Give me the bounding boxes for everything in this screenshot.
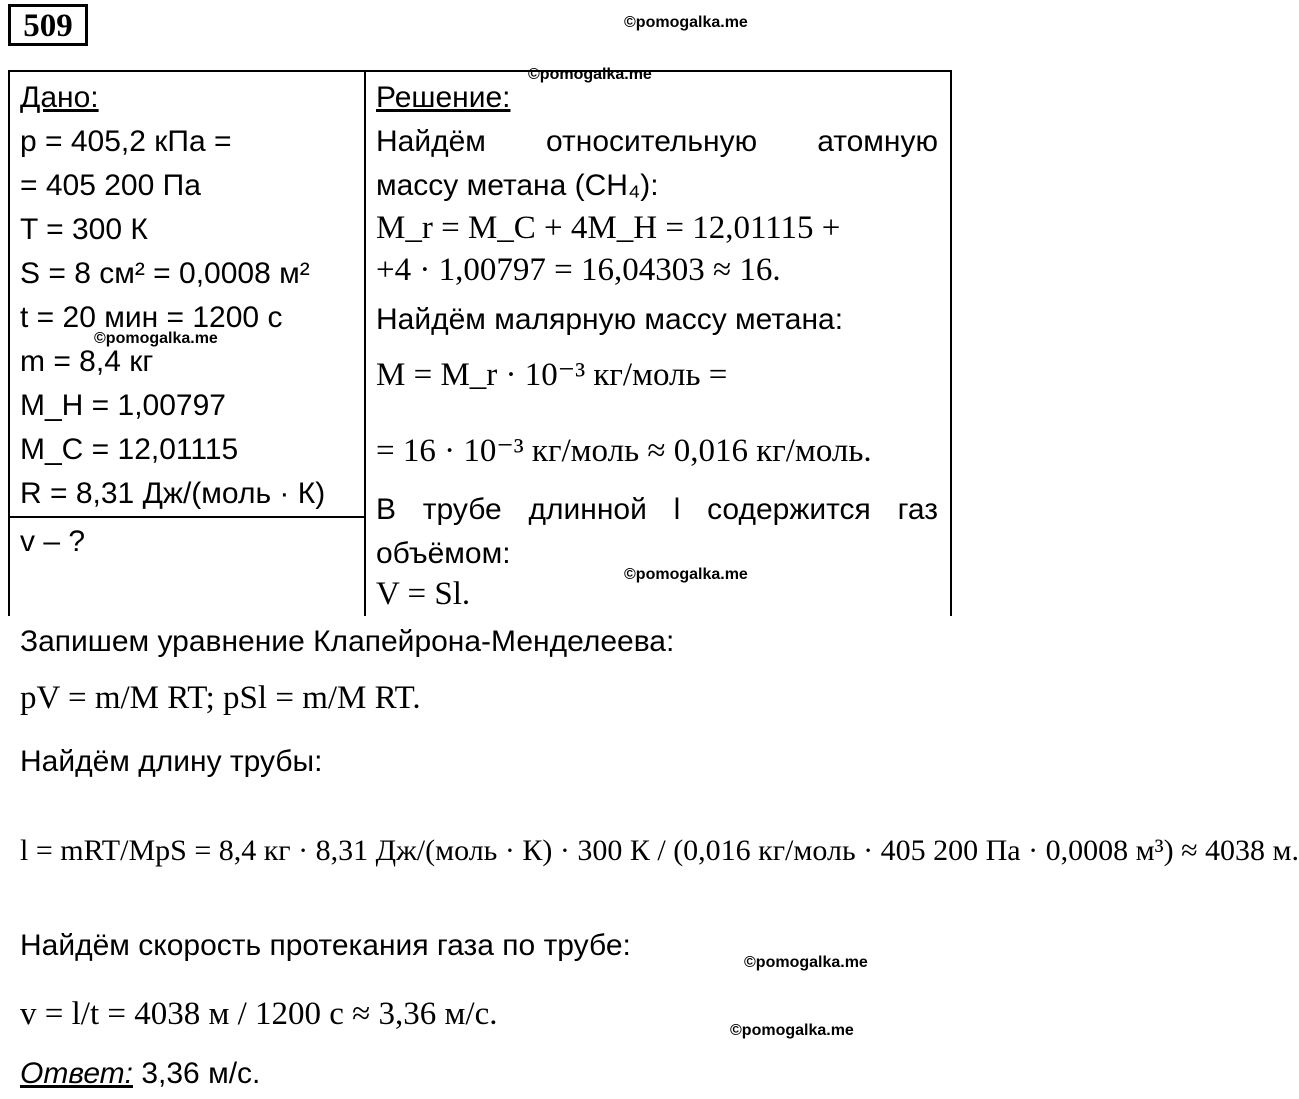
word: атомную — [817, 125, 938, 158]
paragraph-molar-mass: Найдём малярную массу метана: — [376, 303, 844, 336]
word: газ — [897, 493, 938, 526]
problem-number: 509 — [8, 4, 88, 46]
watermark: ©pomogalka.me — [730, 1022, 854, 1039]
table-divider-vertical — [364, 70, 366, 616]
answer-line — [20, 1052, 260, 1096]
word: относительную — [546, 125, 758, 158]
word: содержится — [707, 493, 871, 526]
given-header: Дано: — [20, 81, 99, 114]
equation-mr-line1: M_r = M_C + 4M_H = 12,01115 + — [376, 210, 841, 246]
given-pressure: p = 405,2 кПа = — [20, 125, 232, 158]
given-pressure-pa: = 405 200 Па — [20, 169, 201, 202]
solution-header: Решение: — [376, 81, 511, 114]
watermark: ©pomogalka.me — [528, 66, 652, 83]
paragraph-volume: объёмом: — [376, 537, 511, 570]
watermark: ©pomogalka.me — [94, 330, 218, 347]
word: длинной — [528, 493, 647, 526]
equation-molar-mass-1: M = M_r · 10⁻³ кг/моль = — [376, 357, 728, 393]
equation-clapeyron: pV = m/M RT; pSl = m/M RT. — [20, 680, 421, 716]
equation-mr-line2: +4 · 1,00797 = 16,04303 ≈ 16. — [376, 252, 781, 288]
given-area: S = 8 см² = 0,0008 м² — [20, 257, 310, 290]
watermark: ©pomogalka.me — [744, 954, 868, 971]
paragraph-clapeyron: Запишем уравнение Клапейрона-Менделеева: — [20, 625, 675, 658]
paragraph-length: Найдём длину трубы: — [20, 745, 323, 778]
given-temperature: T = 300 К — [20, 213, 148, 246]
given-gas-constant: R = 8,31 Дж/(моль · К) — [20, 477, 326, 510]
word: трубе — [422, 493, 502, 526]
given-mh: M_H = 1,00797 — [20, 389, 226, 422]
word: Найдём — [376, 125, 486, 158]
given-mass: m = 8,4 кг — [20, 345, 154, 378]
equation-volume: V = Sl. — [376, 576, 471, 612]
table-border-left — [8, 70, 10, 616]
equation-speed: v = l/t = 4038 м / 1200 с ≈ 3,36 м/с. — [20, 996, 498, 1032]
answer-label: Ответ: — [20, 1057, 133, 1090]
word: l — [673, 493, 681, 526]
paragraph-speed: Найдём скорость протекания газа по трубе: — [20, 929, 631, 962]
given-time: t = 20 мин = 1200 с — [20, 301, 283, 334]
table-border-right — [950, 70, 952, 616]
equation-molar-mass-2: = 16 · 10⁻³ кг/моль ≈ 0,016 кг/моль. — [376, 433, 872, 469]
table-border-top — [8, 70, 952, 72]
paragraph-relative-mass — [376, 120, 938, 164]
answer-value: 3,36 м/с. — [141, 1057, 261, 1090]
given-mc: M_C = 12,01115 — [20, 433, 239, 466]
word: В — [376, 493, 397, 526]
given-find-divider — [8, 516, 366, 518]
paragraph-methane: массу метана (CH₄): — [376, 169, 659, 202]
watermark: ©pomogalka.me — [624, 566, 748, 583]
equation-length: l = mRT/MpS = 8,4 кг · 8,31 Дж/(моль · К) · 300 К / (0,016 кг/моль · 405 200 Па · 0,0008 м³) ≈ 4038 м. — [20, 834, 1299, 867]
paragraph-tube — [376, 488, 938, 532]
watermark: ©pomogalka.me — [624, 14, 748, 31]
find-speed: v – ? — [20, 525, 86, 558]
